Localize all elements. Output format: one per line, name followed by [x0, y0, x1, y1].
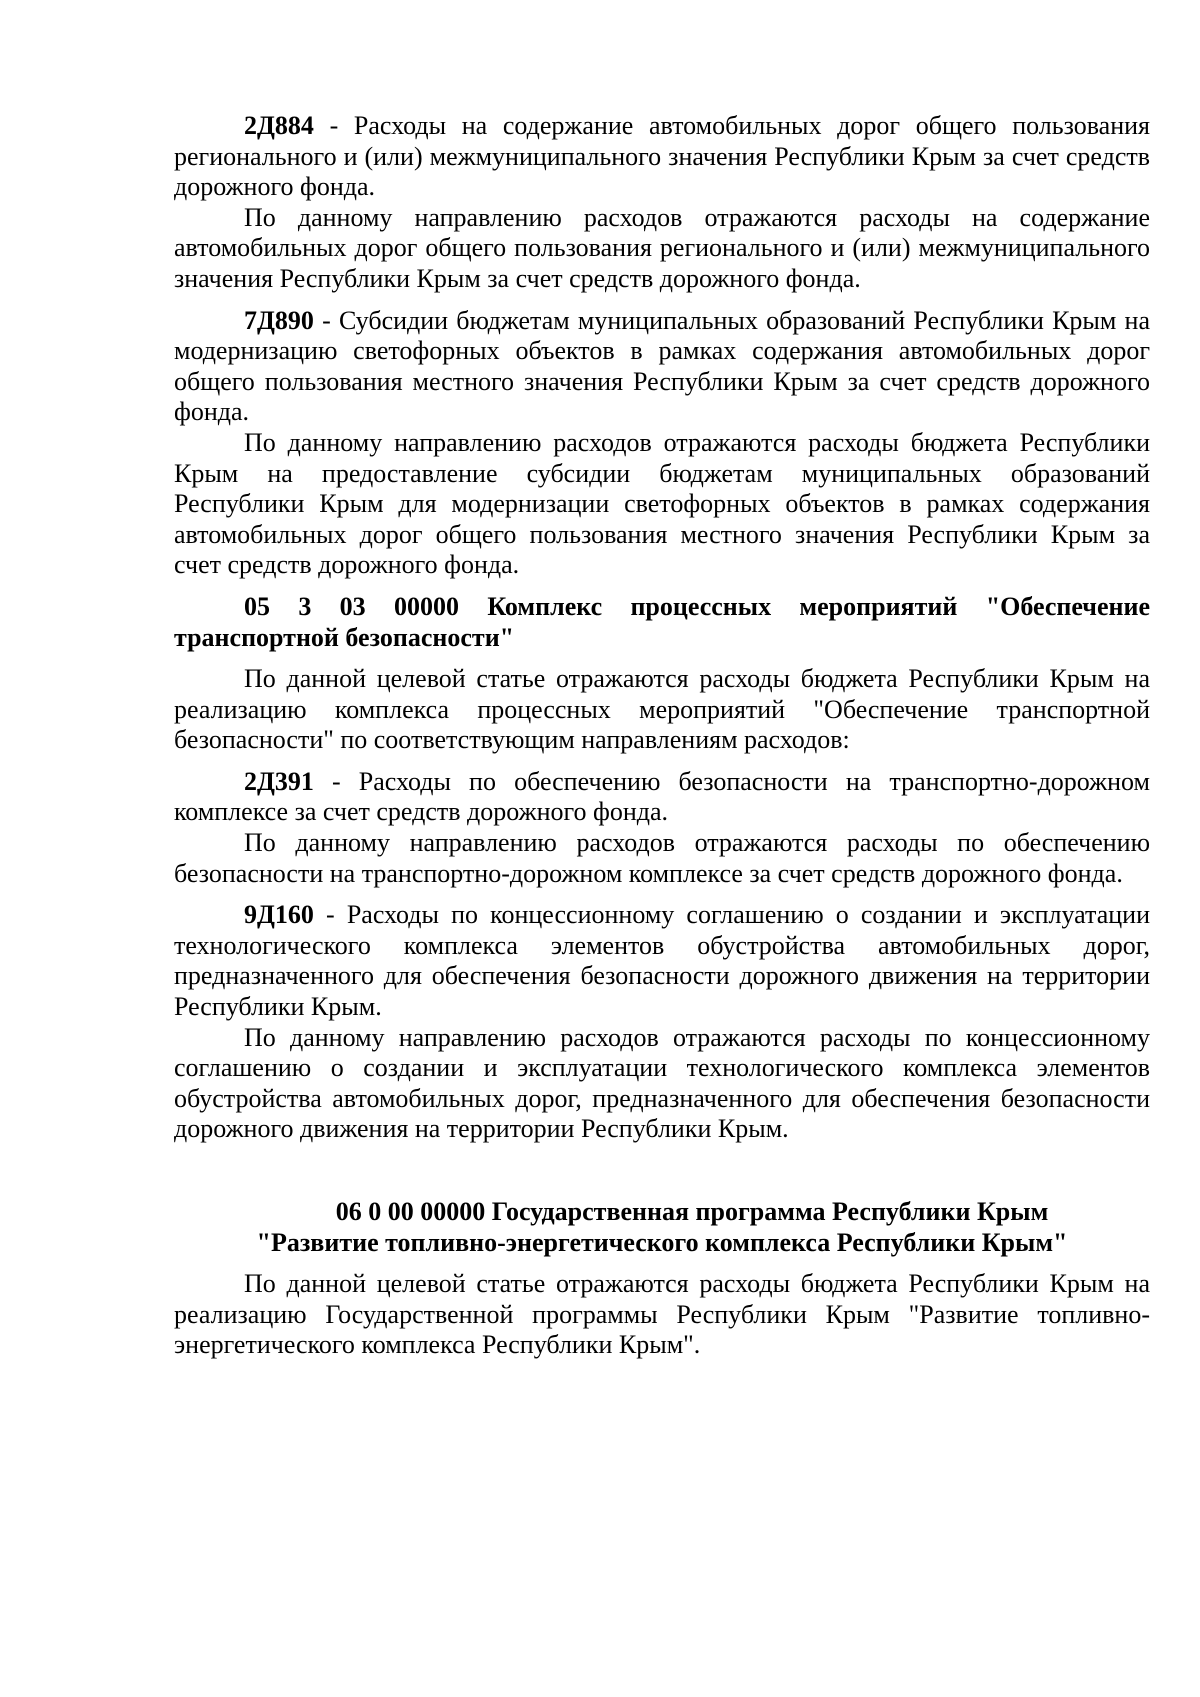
- expense-item-2d391: [174, 767, 1150, 828]
- code-separator: -: [313, 900, 347, 930]
- program-heading: [174, 1197, 1150, 1258]
- expense-title: Расходы по обеспечению безопасности на транспортно-дорожном комплексе за счет средств дорожного фонда.: [174, 766, 1150, 827]
- expense-item-7d890: [174, 306, 1150, 428]
- expense-description: По данному направлению расходов отражаются расходы по обеспечению безопасности на транспортно-дорожном комплексе за счет средств дорожного фонда.: [174, 828, 1150, 888]
- document-body: [174, 111, 1150, 1361]
- expense-title: Расходы по концессионному соглашению о создании и эксплуатации технологического комплекса элементов обустройства автомобильных дорог, предназначенного для обеспечения безопасности дорожного движения на территории Республики Крым.: [174, 900, 1150, 1022]
- section-heading: 05 3 03 00000 Комплекс процессных мероприятий "Обеспечение транспортной безопасности": [174, 591, 1150, 652]
- expense-code: 2Д391: [244, 766, 314, 796]
- expense-item-9d160: [174, 900, 1150, 1022]
- expense-description: По данному направлению расходов отражаются расходы по концессионному соглашению о создании и эксплуатации технологического комплекса элементов обустройства автомобильных дорог, предназначенного для обеспечения безопасности дорожного движения на территории Республики Крым.: [174, 1022, 1150, 1144]
- expense-code: 2Д884: [244, 111, 314, 140]
- code-separator: -: [313, 305, 339, 335]
- expense-title: Субсидии бюджетам муниципальных образований Республики Крым на модернизацию светофорных объектов в рамках содержания автомобильных дорог общего пользования местного значения Республики Крым за счет средств дорожного фонда.: [174, 305, 1150, 427]
- code-separator: -: [313, 766, 359, 796]
- expense-description: По данному направлению расходов отражаются расходы на содержание автомобильных дорог общего пользования регионального и (или) межмуниципального значения Республики Крым за счет средств дорожного фонда.: [174, 202, 1150, 293]
- program-heading-line1: 06 0 00 00000 Государственная программа Республики Крым: [335, 1197, 1049, 1226]
- expense-item-2d884: [174, 111, 1150, 203]
- expense-title: Расходы на содержание автомобильных дорог общего пользования регионального и (или) межмуниципального значения Республики Крым за счет средств дорожного фонда.: [174, 111, 1150, 202]
- section-intro: По данной целевой статье отражаются расходы бюджета Республики Крым на реализацию комплекса процессных мероприятий "Обеспечение транспортной безопасности" по соответствующим направлениям расходов:: [174, 664, 1150, 755]
- code-separator: -: [313, 111, 354, 140]
- expense-code: 7Д890: [244, 305, 314, 335]
- expense-description: По данному направлению расходов отражаются расходы бюджета Республики Крым на предоставление субсидии бюджетам муниципальных образований Республики Крым для модернизации светофорных объектов в рамках содержания автомобильных дорог общего пользования местного значения Республики Крым за счет средств дорожного фонда.: [174, 427, 1150, 580]
- program-intro: По данной целевой статье отражаются расходы бюджета Республики Крым на реализацию Государственной программы Республики Крым "Развитие топливно-энергетического комплекса Республики Крым".: [174, 1269, 1150, 1360]
- expense-code: 9Д160: [244, 900, 314, 930]
- program-heading-line2: "Развитие топливно-энергетического комплекса Республики Крым": [256, 1227, 1068, 1257]
